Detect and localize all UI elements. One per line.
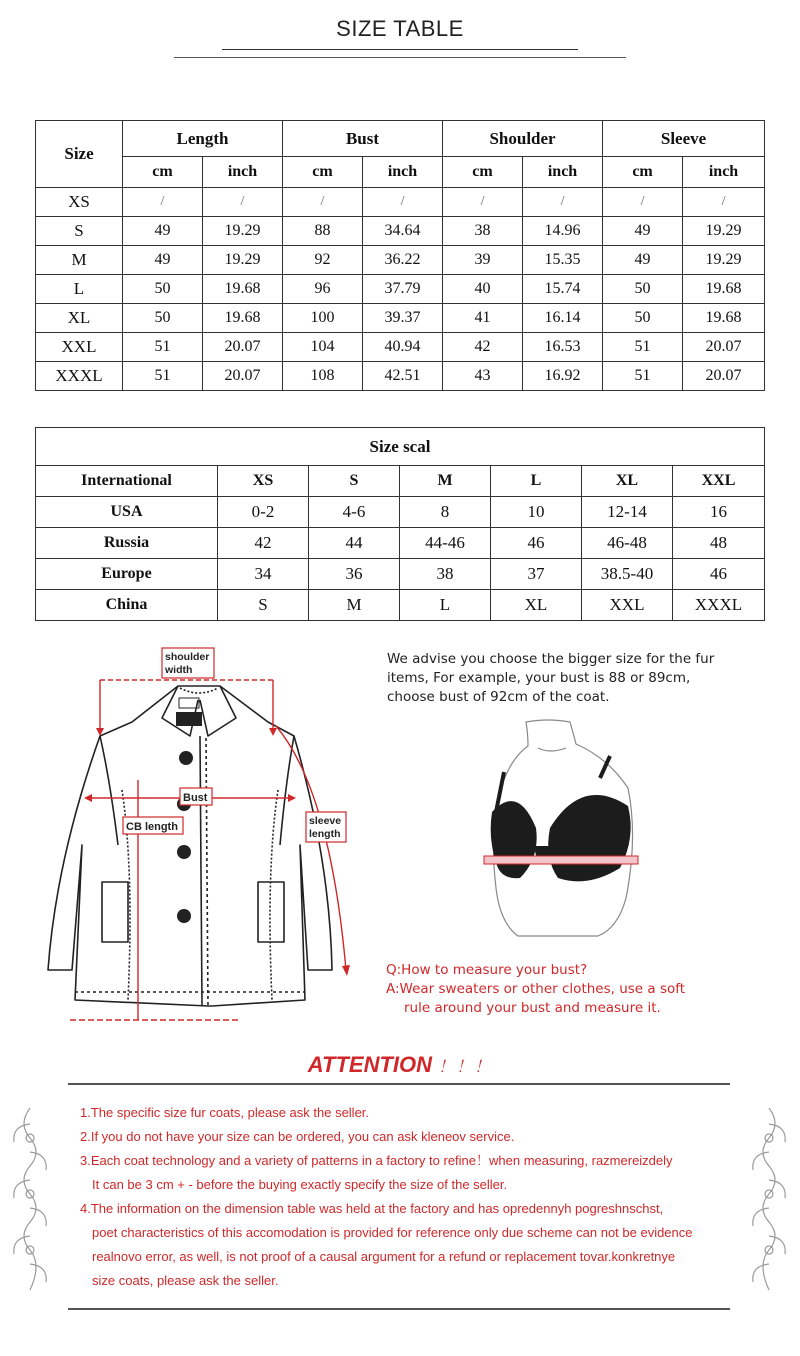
svg-text:CB length: CB length <box>126 821 178 833</box>
scale-cell: 34 <box>218 559 309 590</box>
size-cell: / <box>123 188 203 217</box>
international-size: S <box>309 466 400 497</box>
attention-note: 4.The information on the dimension table was held at the factory and has opredennyh pogreshnschst, <box>80 1201 664 1216</box>
size-cell: 16.14 <box>523 304 603 333</box>
scale-cell: 16 <box>673 497 765 528</box>
svg-text:Bust: Bust <box>183 792 208 804</box>
scale-row <box>36 590 765 621</box>
size-cell: 51 <box>603 333 683 362</box>
floral-ornament-right-icon <box>747 1104 791 1294</box>
size-cell: 14.96 <box>523 217 603 246</box>
shoulder-label-line2: width <box>165 664 193 676</box>
scale-cell: 46-48 <box>582 528 673 559</box>
unit-header: inch <box>203 157 283 188</box>
title-divider <box>174 57 626 58</box>
sleeve-label-line1: sleeve <box>309 815 342 827</box>
size-cell: 96 <box>283 275 363 304</box>
size-cell: 39 <box>443 246 523 275</box>
scale-cell: 38.5-40 <box>582 559 673 590</box>
size-row <box>36 304 765 333</box>
shoulder-width-label <box>162 648 214 678</box>
size-cell: 42 <box>443 333 523 362</box>
size-cell: 88 <box>283 217 363 246</box>
size-cell: 15.35 <box>523 246 603 275</box>
size-cell: 49 <box>603 217 683 246</box>
unit-header: cm <box>283 157 363 188</box>
size-cell: 38 <box>443 217 523 246</box>
size-label: M <box>36 246 123 275</box>
coat-buttons <box>177 751 193 923</box>
size-cell: 49 <box>603 246 683 275</box>
size-label: XS <box>36 188 123 217</box>
attention-note: 1.The specific size fur coats, please ask the seller. <box>80 1105 370 1120</box>
size-cell: 20.07 <box>683 362 765 391</box>
bust-measure-qa <box>386 961 786 1018</box>
attention-notes <box>80 1101 740 1293</box>
scale-cell: L <box>400 590 491 621</box>
international-size: L <box>491 466 582 497</box>
size-cell: 19.68 <box>203 304 283 333</box>
size-cell: / <box>203 188 283 217</box>
attention-note-cont: size coats, please ask the seller. <box>92 1273 279 1288</box>
size-cell: 20.07 <box>203 333 283 362</box>
attention-marks: ！！！ <box>438 1059 493 1076</box>
unit-header: cm <box>123 157 203 188</box>
scale-cell: 46 <box>491 528 582 559</box>
attention-note-cont: It can be 3 cm + - before the buying exactly specify the size of the seller. <box>92 1177 508 1192</box>
scale-cell: 8 <box>400 497 491 528</box>
scale-cell: 46 <box>673 559 765 590</box>
size-cell: 43 <box>443 362 523 391</box>
attention-note: 3.Each coat technology and a variety of patterns in a factory to refine！when measuring, razmereizdely <box>80 1153 673 1168</box>
scale-cell: 42 <box>218 528 309 559</box>
sleeve-label-line2: length <box>309 828 341 840</box>
size-row <box>36 217 765 246</box>
country-label: Europe <box>36 559 218 590</box>
size-cell: / <box>363 188 443 217</box>
attention-note-cont: poet characteristics of this accomodation is provided for reference only due scheme can not be evidence <box>92 1225 693 1240</box>
attention-title: ATTENTION <box>307 1052 433 1077</box>
scale-cell: 10 <box>491 497 582 528</box>
size-cell: / <box>443 188 523 217</box>
unit-header: inch <box>363 157 443 188</box>
size-label: XXL <box>36 333 123 362</box>
scale-cell: 37 <box>491 559 582 590</box>
unit-header: cm <box>443 157 523 188</box>
scale-cell: S <box>218 590 309 621</box>
size-label: XL <box>36 304 123 333</box>
size-cell: 36.22 <box>363 246 443 275</box>
scale-cell: 44 <box>309 528 400 559</box>
attention-note-cont: realnovo error, as well, is not proof of a causal argument for a refund or replacement tovar.konkretnye <box>92 1249 676 1264</box>
unit-header: inch <box>523 157 603 188</box>
size-cell: 50 <box>123 275 203 304</box>
size-cell: 19.68 <box>683 275 765 304</box>
scale-cell: XXL <box>582 590 673 621</box>
scale-cell: 36 <box>309 559 400 590</box>
size-table-body <box>36 188 765 391</box>
advice-line: We advise you choose the bigger size for the fur <box>387 651 715 667</box>
size-row <box>36 333 765 362</box>
size-row <box>36 275 765 304</box>
qa-answer: A:Wear sweaters or other clothes, use a soft <box>386 981 686 997</box>
size-cell: 40 <box>443 275 523 304</box>
size-scale-body <box>36 466 765 621</box>
sleeve-length-label <box>306 812 346 842</box>
size-cell: 51 <box>603 362 683 391</box>
size-cell: 19.29 <box>203 217 283 246</box>
scale-cell: XXXL <box>673 590 765 621</box>
size-row <box>36 246 765 275</box>
group-header-length: Length <box>123 121 283 157</box>
page-title: SIZE TABLE <box>336 16 464 41</box>
size-scale-table <box>35 427 765 621</box>
group-header-shoulder: Shoulder <box>443 121 603 157</box>
size-cell: 42.51 <box>363 362 443 391</box>
scale-row <box>36 528 765 559</box>
size-cell: 41 <box>443 304 523 333</box>
size-cell: 19.29 <box>203 246 283 275</box>
scale-cell: 48 <box>673 528 765 559</box>
international-size: XXL <box>673 466 765 497</box>
size-cell: / <box>603 188 683 217</box>
unit-header: cm <box>603 157 683 188</box>
size-cell: 16.92 <box>523 362 603 391</box>
size-cell: 39.37 <box>363 304 443 333</box>
bust-measure-illustration <box>478 718 648 943</box>
size-label: S <box>36 217 123 246</box>
attention-note: 2.If you do not have your size can be ordered, you can ask kleneov service. <box>80 1129 515 1144</box>
size-label: L <box>36 275 123 304</box>
size-cell: / <box>683 188 765 217</box>
size-table <box>35 120 765 391</box>
group-header-sleeve: Sleeve <box>603 121 765 157</box>
size-cell: / <box>283 188 363 217</box>
size-cell: 51 <box>123 362 203 391</box>
size-cell: 34.64 <box>363 217 443 246</box>
size-cell: 50 <box>603 275 683 304</box>
size-cell: 92 <box>283 246 363 275</box>
qa-answer-cont: rule around your bust and measure it. <box>404 1000 661 1016</box>
size-cell: 15.74 <box>523 275 603 304</box>
scale-cell: 44-46 <box>400 528 491 559</box>
advice-line: items, For example, your bust is 88 or 89cm, <box>387 670 691 686</box>
size-cell: 40.94 <box>363 333 443 362</box>
size-advice <box>387 650 757 707</box>
attention-heading <box>0 1052 800 1078</box>
size-cell: 19.29 <box>683 217 765 246</box>
scale-cell: 38 <box>400 559 491 590</box>
international-size: M <box>400 466 491 497</box>
size-cell: 19.68 <box>683 304 765 333</box>
size-cell: 49 <box>123 246 203 275</box>
size-cell: 20.07 <box>683 333 765 362</box>
scale-cell: XL <box>491 590 582 621</box>
country-label: USA <box>36 497 218 528</box>
size-cell: 104 <box>283 333 363 362</box>
qa-question: Q:How to measure your bust? <box>386 962 588 978</box>
international-header: International <box>36 466 218 497</box>
scale-cell: 0-2 <box>218 497 309 528</box>
size-cell: 16.53 <box>523 333 603 362</box>
size-cell: 108 <box>283 362 363 391</box>
scale-row <box>36 497 765 528</box>
size-cell: 37.79 <box>363 275 443 304</box>
size-scale-caption: Size scal <box>36 428 765 466</box>
coat-measurement-diagram <box>30 640 360 1025</box>
unit-header: inch <box>683 157 765 188</box>
attention-divider-top <box>68 1083 730 1085</box>
size-row <box>36 188 765 217</box>
advice-line: choose bust of 92cm of the coat. <box>387 689 610 705</box>
bust-label <box>180 788 212 805</box>
scale-header-row <box>36 466 765 497</box>
scale-cell: 4-6 <box>309 497 400 528</box>
size-cell: 20.07 <box>203 362 283 391</box>
size-cell: 19.68 <box>203 275 283 304</box>
size-column-header: Size <box>36 121 123 188</box>
cb-length-label <box>123 817 183 834</box>
attention-divider-bottom <box>68 1308 730 1310</box>
scale-cell: 12-14 <box>582 497 673 528</box>
floral-ornament-left-icon <box>8 1104 52 1294</box>
size-label: XXXL <box>36 362 123 391</box>
size-cell: / <box>523 188 603 217</box>
size-cell: 19.29 <box>683 246 765 275</box>
country-label: China <box>36 590 218 621</box>
size-cell: 49 <box>123 217 203 246</box>
size-cell: 100 <box>283 304 363 333</box>
size-cell: 50 <box>603 304 683 333</box>
international-size: XL <box>582 466 673 497</box>
country-label: Russia <box>36 528 218 559</box>
size-cell: 50 <box>123 304 203 333</box>
size-row <box>36 362 765 391</box>
international-size: XS <box>218 466 309 497</box>
scale-row <box>36 559 765 590</box>
size-cell: 51 <box>123 333 203 362</box>
group-header-bust: Bust <box>283 121 443 157</box>
shoulder-label-line1: shoulder <box>165 651 210 663</box>
scale-cell: M <box>309 590 400 621</box>
title-divider <box>222 49 578 50</box>
